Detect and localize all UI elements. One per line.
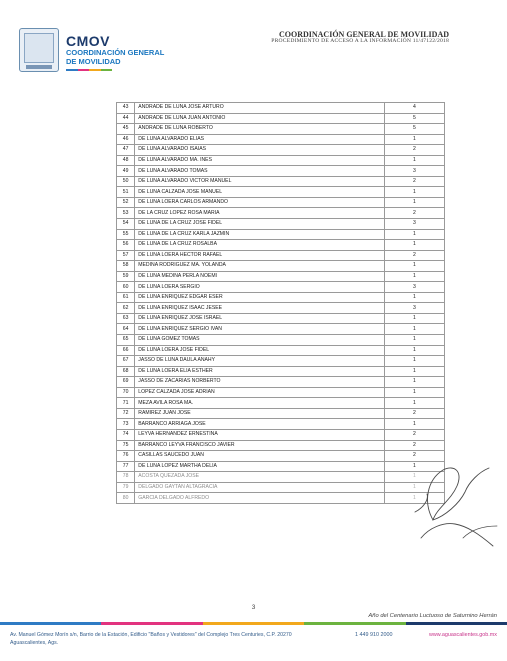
row-quantity: 3: [384, 219, 444, 230]
row-number: 49: [117, 166, 135, 177]
row-quantity: 2: [384, 208, 444, 219]
row-name: ANDRADE DE LUNA JUAN ANTONIO: [135, 113, 384, 124]
logo-color-bar: [66, 69, 112, 71]
row-name: DE LUNA DE LA CRUZ JOSE FIDEL: [135, 219, 384, 230]
row-name: DE LUNA LOERA SERGIO: [135, 282, 384, 293]
row-name: DE LUNA LOERA HECTOR RAFAEL: [135, 250, 384, 261]
row-number: 63: [117, 313, 135, 324]
table-row: [117, 429, 445, 440]
row-quantity: 3: [384, 166, 444, 177]
row-name: DE LUNA ALVARADO ISAIAS: [135, 145, 384, 156]
row-number: 55: [117, 229, 135, 240]
table-row: [117, 240, 445, 251]
row-quantity: 1: [384, 356, 444, 367]
row-number: 75: [117, 440, 135, 451]
row-number: 44: [117, 113, 135, 124]
row-name: DE LUNA ALVARADO TOMAS: [135, 166, 384, 177]
row-quantity: 1: [384, 155, 444, 166]
row-name: CASILLAS SAUCEDO JUAN: [135, 451, 384, 462]
row-quantity: 1: [384, 482, 444, 493]
table-row: [117, 176, 445, 187]
stripe-segment: [66, 69, 78, 71]
row-number: 67: [117, 356, 135, 367]
table-row: [117, 124, 445, 135]
document-title: COORDINACIÓN GENERAL DE MOVILIDAD: [278, 30, 449, 39]
row-name: MEDINA RODRIGUEZ MA. YOLANDA: [135, 261, 384, 272]
row-name: DE LUNA LOERA ELIA ESTHER: [135, 366, 384, 377]
table-row: [117, 419, 445, 430]
row-quantity: 4: [384, 103, 444, 114]
row-number: 62: [117, 303, 135, 314]
table-row: [117, 271, 445, 282]
row-name: DE LUNA LOPEZ MARTHA DELIA: [135, 461, 384, 472]
stripe-segment: [78, 69, 90, 71]
table-row: [117, 187, 445, 198]
row-quantity: 1: [384, 472, 444, 483]
signature-icon: [393, 442, 503, 552]
row-name: DE LUNA CALZADA JOSE MANUEL: [135, 187, 384, 198]
row-name: DE LUNA ALVARADO ELIAS: [135, 134, 384, 145]
row-number: 68: [117, 366, 135, 377]
row-quantity: 1: [384, 134, 444, 145]
row-number: 65: [117, 335, 135, 346]
stripe-segment: [0, 622, 101, 625]
row-name: BARRANCO ARRIAGA JOSE: [135, 419, 384, 430]
row-number: 48: [117, 155, 135, 166]
row-name: DE LUNA DE LA CRUZ KARLA JAZMIN: [135, 229, 384, 240]
row-quantity: 5: [384, 124, 444, 135]
row-name: DE LUNA MEDINA PERLA NOEMI: [135, 271, 384, 282]
table-row: [117, 208, 445, 219]
row-number: 56: [117, 240, 135, 251]
table-row: [117, 398, 445, 409]
row-number: 66: [117, 345, 135, 356]
row-number: 47: [117, 145, 135, 156]
row-quantity: 2: [384, 145, 444, 156]
cmov-logo-text: CMOV: [66, 33, 110, 49]
table-row: [117, 261, 445, 272]
row-number: 61: [117, 292, 135, 303]
stripe-segment: [203, 622, 304, 625]
row-number: 46: [117, 134, 135, 145]
row-number: 69: [117, 377, 135, 388]
row-name: LEYVA HERNANDEZ ERNESTINA: [135, 429, 384, 440]
table-row: [117, 335, 445, 346]
row-number: 72: [117, 408, 135, 419]
row-quantity: 2: [384, 429, 444, 440]
row-name: DELGADO GAYTAN ALTAGRACIA: [135, 482, 384, 493]
cmov-logo-subtitle: [66, 48, 196, 66]
row-name: DE LUNA LOERA JOSE FIDEL: [135, 345, 384, 356]
row-quantity: 1: [384, 229, 444, 240]
row-quantity: 1: [384, 313, 444, 324]
row-name: DE LUNA DE LA CRUZ ROSALBA: [135, 240, 384, 251]
page-number: 3: [251, 604, 256, 611]
cmov-seal-logo: [19, 28, 59, 72]
row-quantity: 1: [384, 366, 444, 377]
row-name: DE LUNA ENRIQUEZ EDGAR ESER: [135, 292, 384, 303]
footer-phone: 1 449 910 2000: [355, 632, 393, 638]
row-quantity: 1: [384, 387, 444, 398]
row-name: DE LUNA ALVARADO MA. INES: [135, 155, 384, 166]
table-row: [117, 103, 445, 114]
footer-color-stripe: [0, 622, 507, 625]
table-row: [117, 356, 445, 367]
row-number: 59: [117, 271, 135, 282]
row-quantity: 1: [384, 398, 444, 409]
row-number: 71: [117, 398, 135, 409]
row-quantity: 1: [384, 324, 444, 335]
table-row: [117, 219, 445, 230]
table-row: [117, 197, 445, 208]
row-number: 74: [117, 429, 135, 440]
row-number: 64: [117, 324, 135, 335]
row-number: 58: [117, 261, 135, 272]
table-row: [117, 250, 445, 261]
row-quantity: 1: [384, 419, 444, 430]
table-row: [117, 377, 445, 388]
row-name: ACOSTA QUEZADA JOSE: [135, 472, 384, 483]
row-name: MEZA AVILA ROSA MA.: [135, 398, 384, 409]
row-quantity: 1: [384, 197, 444, 208]
table-row: [117, 166, 445, 177]
row-quantity: 2: [384, 408, 444, 419]
row-quantity: 2: [384, 250, 444, 261]
table-row: [117, 282, 445, 293]
row-name: JASSO DE ZACARIAS NORBERTO: [135, 377, 384, 388]
row-number: 78: [117, 472, 135, 483]
row-quantity: 1: [384, 271, 444, 282]
row-quantity: 1: [384, 187, 444, 198]
row-name: DE LUNA ENRIQUEZ SERGIO IVAN: [135, 324, 384, 335]
row-number: 45: [117, 124, 135, 135]
row-number: 77: [117, 461, 135, 472]
logo-sub-line1: COORDINACIÓN GENERAL: [66, 48, 165, 57]
row-number: 50: [117, 176, 135, 187]
row-name: LOPEZ CALZADA JOSE ADRIAN: [135, 387, 384, 398]
stripe-segment: [89, 69, 101, 71]
row-quantity: 5: [384, 113, 444, 124]
row-number: 43: [117, 103, 135, 114]
footer-website-link[interactable]: www.aguascalientes.gob.mx: [428, 632, 497, 638]
row-quantity: 1: [384, 292, 444, 303]
row-name: GARCIA DELGADO ALFREDO: [135, 493, 384, 504]
row-quantity: 3: [384, 303, 444, 314]
row-number: 51: [117, 187, 135, 198]
table-row: [117, 408, 445, 419]
row-number: 76: [117, 451, 135, 462]
row-name: DE LUNA ENRIQUEZ JOSE ISRAEL: [135, 313, 384, 324]
row-number: 53: [117, 208, 135, 219]
stripe-segment: [304, 622, 405, 625]
footer-address-line1: Av. Manuel Gómez Morín s/n, Barrio de la Estación, Edificio "Baños y Vestidores" del Complejo Tres Centuries, C.P. 20270: [10, 632, 292, 638]
logo-sub-line2: DE MOVILIDAD: [66, 57, 121, 66]
row-number: 70: [117, 387, 135, 398]
row-quantity: 1: [384, 240, 444, 251]
row-number: 54: [117, 219, 135, 230]
row-quantity: 2: [384, 440, 444, 451]
table-row: [117, 387, 445, 398]
row-name: DE LA CRUZ LOPEZ ROSA MARIA: [135, 208, 384, 219]
row-name: DE LUNA LOERA CARLOS ARMANDO: [135, 197, 384, 208]
table-row: [117, 292, 445, 303]
row-name: DE LUNA GOMEZ TOMAS: [135, 335, 384, 346]
document-subtitle: PROCEDIMIENTO DE ACCESO A LA INFORMACIÓN 11/47122/2018: [271, 38, 449, 44]
stripe-segment: [101, 69, 113, 71]
row-name: BARRANCO LEYVA FRANCISCO JAVIER: [135, 440, 384, 451]
row-name: DE LUNA ENRIQUEZ ISAAC JESEE: [135, 303, 384, 314]
stripe-segment: [101, 622, 202, 625]
row-number: 60: [117, 282, 135, 293]
table-row: [117, 324, 445, 335]
row-quantity: 1: [384, 377, 444, 388]
row-quantity: 1: [384, 493, 444, 504]
table-row: [117, 366, 445, 377]
row-quantity: 1: [384, 461, 444, 472]
row-number: 80: [117, 493, 135, 504]
row-quantity: 2: [384, 451, 444, 462]
row-quantity: 3: [384, 282, 444, 293]
table-row: [117, 303, 445, 314]
row-quantity: 1: [384, 345, 444, 356]
row-number: 57: [117, 250, 135, 261]
year-motto: Año del Centenario Luctuoso de Saturnino Herrán: [368, 613, 497, 619]
row-name: JASSO DE LUNA DAULA ANAHY: [135, 356, 384, 367]
row-number: 73: [117, 419, 135, 430]
footer-address-line2: Aguascalientes, Ags.: [10, 640, 59, 646]
table-row: [117, 313, 445, 324]
row-name: ANDRADE DE LUNA ROBERTO: [135, 124, 384, 135]
table-row: [117, 345, 445, 356]
table-row: [117, 113, 445, 124]
row-quantity: 1: [384, 261, 444, 272]
stripe-segment: [406, 622, 507, 625]
table-row: [117, 134, 445, 145]
table-row: [117, 229, 445, 240]
row-quantity: 1: [384, 335, 444, 346]
table-row: [117, 155, 445, 166]
row-number: 52: [117, 197, 135, 208]
table-row: [117, 145, 445, 156]
row-number: 79: [117, 482, 135, 493]
row-name: RAMIREZ JUAN JOSE: [135, 408, 384, 419]
row-quantity: 2: [384, 176, 444, 187]
row-name: ANDRADE DE LUNA JOSE ARTURO: [135, 103, 384, 114]
row-name: DE LUNA ALVARADO VICTOR MANUEL: [135, 176, 384, 187]
